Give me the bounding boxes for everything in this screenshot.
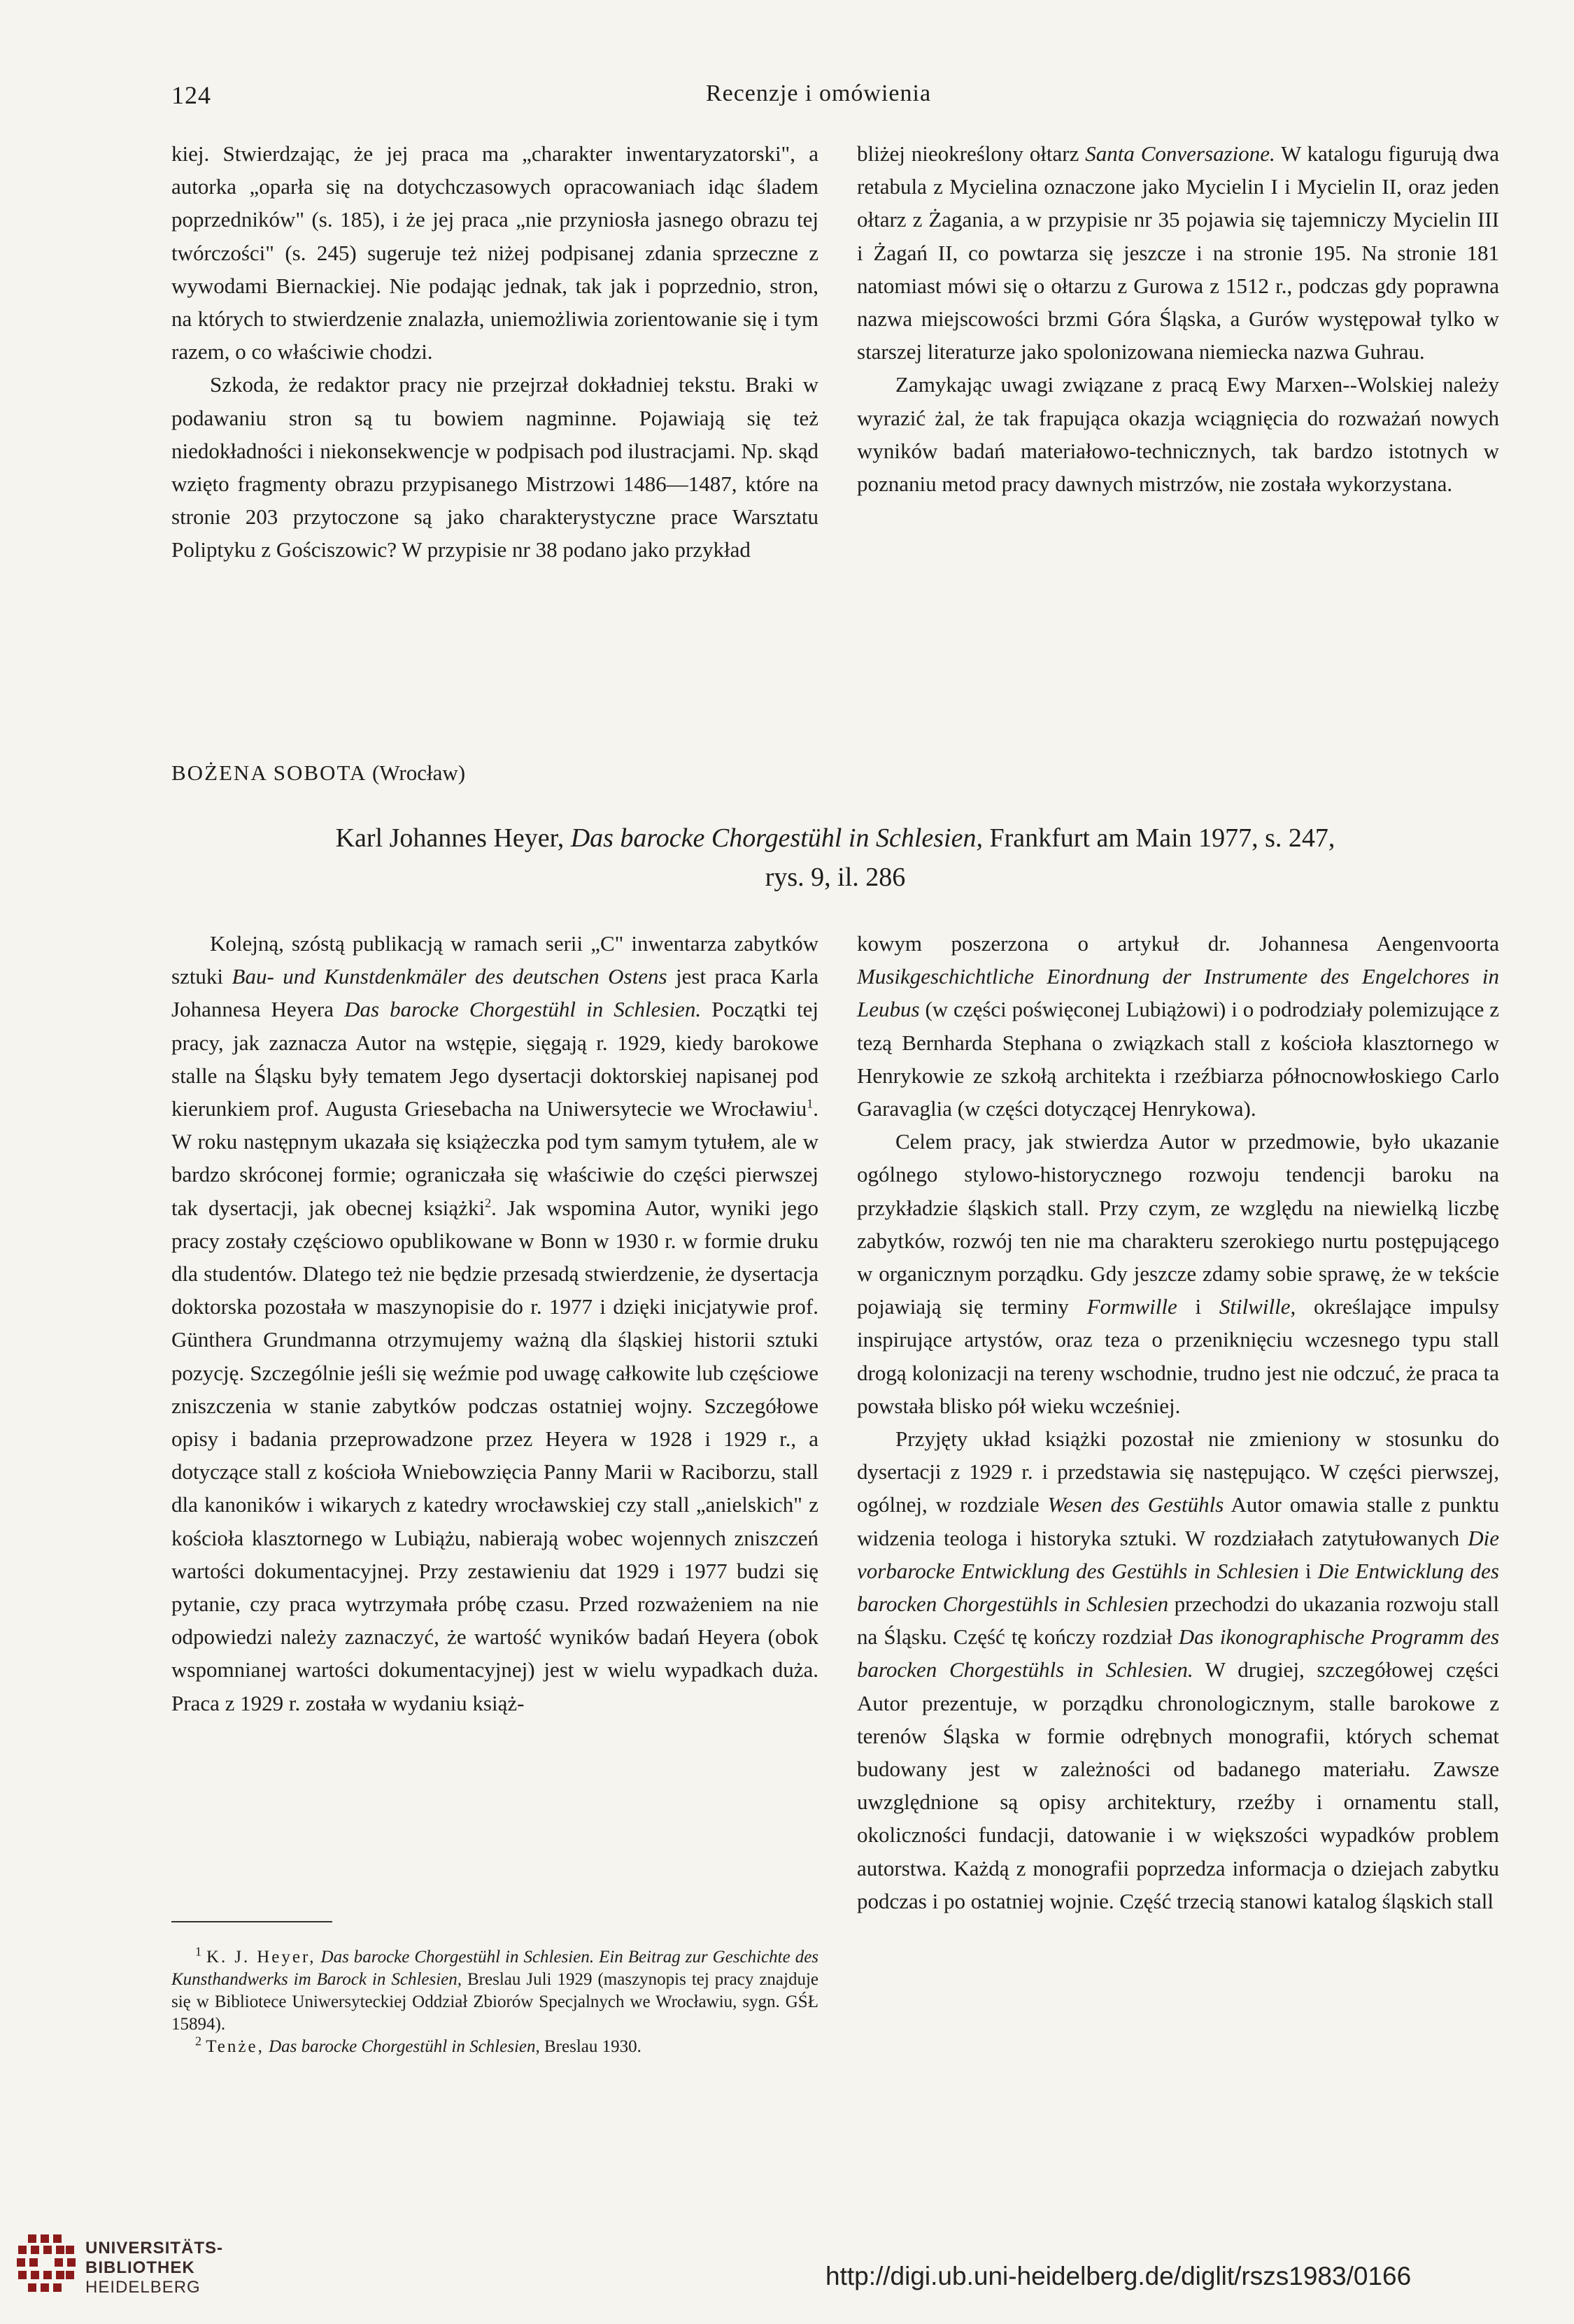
paragraph: bliżej nieokreślony ołtarz Santa Conversazione. W katalogu figurują dwa retabula z Mycielina oznaczone jako Mycielin I i Mycielin II, oraz jeden ołtarz z Żagania, a w przypisie nr 35 pojawia się tajemniczy Mycielin III i Żagań II, co powtarza się jeszcze i na stronie 195. Na stronie 181 natomiast mówi się o ołtarzu z Gurowa z 1512 r., podczas gdy poprawna nazwa miejscowości brzmi Góra Śląska, a Gurów występował tylko w starszej literaturze jako spolonizowana niemiecka nazwa Guhrau. [857, 141, 1499, 364]
first-review-right-column [857, 137, 1499, 500]
page-number: 124 [171, 81, 211, 109]
first-review-left-column [171, 137, 818, 567]
paragraph: Szkoda, że redaktor pracy nie przejrzał dokładniej tekstu. Braki w podawaniu stron są tu bowiem nagminne. Pojawiają się też niedokładności i niekonsekwencje w podpisach pod ilustracjami. Np. skąd wzięto fragmenty obrazu przypisanego Mistrzowi 1486—1487, które na stronie 203 przytoczone są jako charakterystyczne prace Warsztatu Poliptyku z Gościszowic? W przypisie nr 38 podano jako przykład [171, 372, 818, 562]
permalink-url[interactable]: http://digi.ub.uni-heidelberg.de/diglit/rszs1983/0166 [825, 2262, 1412, 2290]
paragraph: Zamykając uwagi związane z pracą Ewy Marxen--Wolskiej należy wyrazić żal, że tak frapująca okazja wciągnięcia do rozważań nowych wyników badań materiałowo-technicznych, tak bardzo istotnych w poznaniu metod pracy dawnych mistrzów, nie została wykorzystana. [857, 372, 1499, 497]
second-review-left-column [171, 927, 818, 1720]
footnotes [171, 1946, 818, 2058]
library-name: UNIVERSITÄTS- BIBLIOTHEK HEIDELBERG [85, 2239, 224, 2297]
paragraph: Kolejną, szóstą publikacją w ramach serii „C" inwentarza zabytków sztuki Bau- und Kunstdenkmäler des deutschen Ostens jest praca Karla Johannesa Heyera Das barocke Chorgestühl in Schlesien. Początki tej pracy, jak zaznacza Autor na wstępie, sięgają r. 1929, kiedy barokowe stalle na Śląsku były tematem Jego dysertacji doktorskiej napisanej pod kierunkiem prof. Augusta Griesebacha na Uniwersytecie we Wrocławiu$^1$. W roku następnym ukazała się książeczka pod tym samym tytułem, ale w bardzo skróconej formie; ograniczała się właściwie do części pierwszej tak dysertacji, jak obecnej książki$^2$. Jak wspomina Autor, wyniki jego pracy zostały częściowo opublikowane w Bonn w 1930 r. w formie druku dla studentów. Dlatego też nie będzie przesadą stwierdzenie, że dysertacja doktorska pozostała w maszynopisie do r. 1977 i dzięki inicjatywie prof. Günthera Grundmanna otrzymujemy ważną dla śląskiej historii sztuki pozycję. Szczególnie jeśli się weźmie pod uwagę całkowite lub częściowe zniszczenia w stanie zabytków podczas ostatniej wojny. Szczegółowe opisy i badania przeprowadzone przez Heyera w 1928 i 1929 r., a dotyczące stall z kościoła Wniebowzięcia Panny Marii w Raciborzu, stall dla kanoników i wikarych z katedry wrocławskiej czy stall „anielskich" z kościoła klasztornego w Lubiążu, nabierają wobec wojennych zniszczeń wartości dokumentacyjnej. Przy zestawieniu dat 1929 i 1977 budzi się pytanie, czy praca wytrzymała próbę czasu. Przed rozważeniem na nie odpowiedzi należy zaznaczyć, że wartość wyników badań Heyera (obok wspomnianej wartości dokumentacyjnej) jest w wielu wypadkach duża. Praca z 1929 r. została w wydaniu książ- [171, 931, 818, 1715]
page-header [171, 80, 1466, 115]
ub-heidelberg-logo-icon[interactable] [14, 2232, 78, 2300]
footnote-ref[interactable]: 1 [807, 1096, 814, 1111]
footnote-ref[interactable]: 2 [485, 1196, 492, 1210]
footnote-divider [171, 1921, 332, 1922]
second-review-right-column [857, 927, 1499, 1918]
paragraph: kowym poszerzona o artykuł dr. Johannesa Aengenvoorta Musikgeschichtliche Einordnung der Instrumente des Engelchores in Leubus (w części poświęconej Lubiążowi) i o podrodziały polemizujące z tezą Bernharda Stephana o związkach stall z kościoła klasztornego w Henrykowie ze szkołą architekta i rzeźbiarza północnowłoskiego Carlo Garavaglia (w części dotyczącej Henrykowa). [857, 931, 1499, 1121]
footnote-2: $^2$ Tenże, Das barocke Chorgestühl in Schlesien, Breslau 1930. [195, 2034, 641, 2056]
digitization-footer [0, 2218, 1574, 2324]
paragraph: Przyjęty układ książki pozostał nie zmieniony w stosunku do dysertacji z 1929 r. i przedstawia się następująco. W części pierwszej, ogólnej, w rozdziale Wesen des Gestühls Autor omawia stalle z punktu widzenia teologa i historyka sztuki. W rozdziałach zatytułowanych Die vorbarocke Entwicklung des Gestühls in Schlesien i Die Entwicklung des barocken Chorgestühls in Schlesien przechodzi do ukazania rozwoju stall na Śląsku. Część tę kończy rozdział Das ikonographische Programm des barocken Chorgestühls in Schlesien. W drugiej, szczegółowej części Autor prezentuje, w porządku chronologicznym, stalle barokowe z terenów Śląska w formie odrębnych monografii, których schemat budowany jest w zależności od badanego materiału. Zawsze uwzględnione są opisy architektury, rzeźby i ornamentu stall, okoliczności fundacji, datowanie i w większości wypadków problem autorstwa. Każdą z monografii poprzedza informacja o dziejach zabytku podczas i po ostatniej wojnie. Część trzecią stanowi katalog śląskich stall [857, 1426, 1500, 1913]
book-reference-heading: Karl Johannes Heyer, Das barocke Chorgestühl in Schlesien, Frankfurt am Main 1977, s. 247, rys. 9, il. 286 [335, 823, 1335, 892]
paragraph: kiej. Stwierdzając, że jej praca ma „charakter inwentaryzatorski", a autorka „oparła się na dotychczasowych opracowaniach idąc śladem poprzedników" (s. 185), i że jej praca „nie przyniosła jasnego obrazu tej twórczości" (s. 245) sugeruje też niżej podpisanej zdania sprzeczne z wywodami Biernackiej. Nie podając jednak, tak jak i poprzednio, stron, na których to stwierdzenie znalazła, uniemożliwia zorientowanie się i tym razem, o co właściwie chodzi. [171, 141, 818, 364]
paragraph: Celem pracy, jak stwierdza Autor w przedmowie, było ukazanie ogólnego stylowo-historycznego rozwoju tendencji baroku na przykładzie śląskich stall. Przy czym, ze względu na niewielką liczbę zabytków, rozwój ten nie ma charakteru szerokiego nurtu postępującego w organicznym porządku. Gdy jeszcze zdamy sobie sprawę, że w tekście pojawiają się terminy Formwille i Stilwille, określające impulsy inspirujące artystów, oraz teza o przeniknięciu wczesnego typu stall drogą kolonizacji na tereny wschodnie, trudno jest nie odczuć, że praca ta powstała blisko pół wieku wcześniej. [857, 1129, 1499, 1418]
reviewer-signature: BOŻENA SOBOTA (Wrocław) [171, 760, 466, 785]
running-head: Recenzje i omówienia [705, 80, 932, 106]
footnote-1: $^1$ K. J. Heyer, Das barocke Chorgestühl in Schlesien. Ein Beitrag zur Geschichte des Kunsthandwerks im Barock in Schlesien, Breslau Juli 1929 (maszynopis tej pracy znajduje się w Bibliotece Uniwersyteckiej Oddział Zbiorów Specjalnych we Wrocławiu, sygn. GŚŁ 15894). [171, 1944, 819, 2034]
